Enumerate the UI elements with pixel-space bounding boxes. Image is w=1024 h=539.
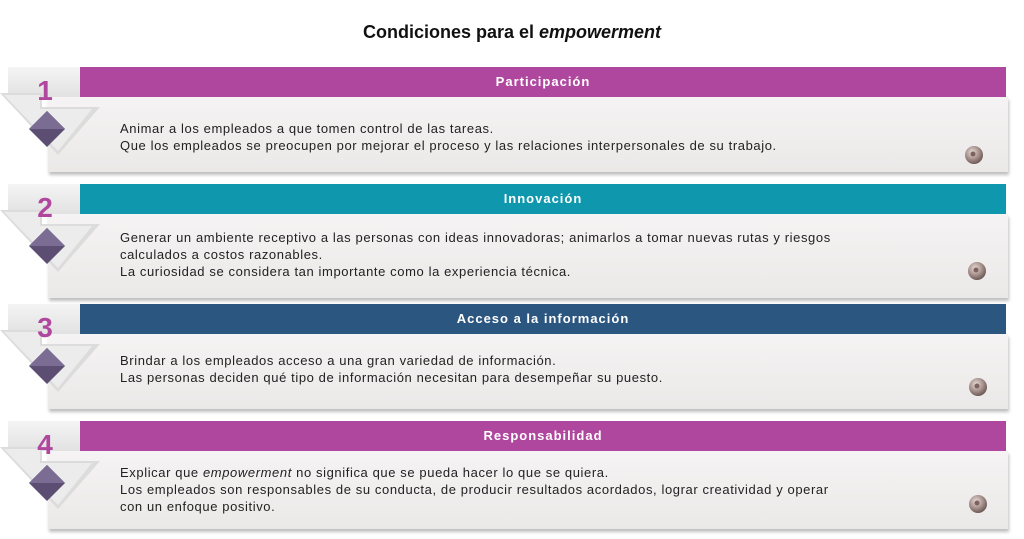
content-text [120,464,930,515]
step-number: 2 [37,192,53,223]
content-text [120,120,930,154]
page-title-emphasis: empowerment [539,22,662,42]
page-title-prefix: Condiciones para el [362,22,539,42]
round-bullet-icon [964,145,984,165]
content-line: Brindar a los empleados acceso a una gran variedad de información. [120,353,557,368]
condition-block-responsabilidad [0,421,1024,533]
condition-block-innovacion [0,184,1024,296]
round-bullet-icon [968,494,988,514]
round-bullet-icon [967,261,987,281]
step-number: 1 [37,75,53,106]
content-line: con un enfoque positivo. [120,499,276,514]
step-number: 4 [37,429,53,460]
content-line-prefix: Explicar que [120,465,203,480]
page-title [0,22,1024,43]
header-acceso: Acceso a la información [80,304,1006,334]
content-text [120,229,930,280]
content-line-suffix: no significa que se pueda hacer lo que se quiera. [296,465,609,480]
content-line: calculados a costos razonables. [120,247,323,262]
round-bullet-icon [968,377,988,397]
header-responsabilidad: Responsabilidad [80,421,1006,451]
content-line-emphasis: empowerment [202,465,292,480]
content-text [120,352,930,386]
content-line: Generar un ambiente receptivo a las personas con ideas innovadoras; animarlos a tomar nuevas rutas y riesgos [120,230,831,245]
step-number: 3 [37,312,53,343]
condition-block-participacion [0,67,1024,179]
content-line: Animar a los empleados a que tomen control de las tareas. [120,121,494,136]
content-line: Las personas deciden qué tipo de información necesitan para desempeñar su puesto. [120,370,663,385]
condition-block-acceso [0,304,1024,416]
content-line: Los empleados son responsables de su conducta, de producir resultados acordados, lograr creatividad y operar [120,482,829,497]
content-line: La curiosidad se considera tan importante como la experiencia técnica. [120,264,572,279]
header-innovacion: Innovación [80,184,1006,214]
content-line-1 [120,464,930,481]
content-line: Que los empleados se preocupen por mejorar el proceso y las relaciones interpersonales de su trabajo. [120,138,777,153]
header-participacion: Participación [80,67,1006,97]
